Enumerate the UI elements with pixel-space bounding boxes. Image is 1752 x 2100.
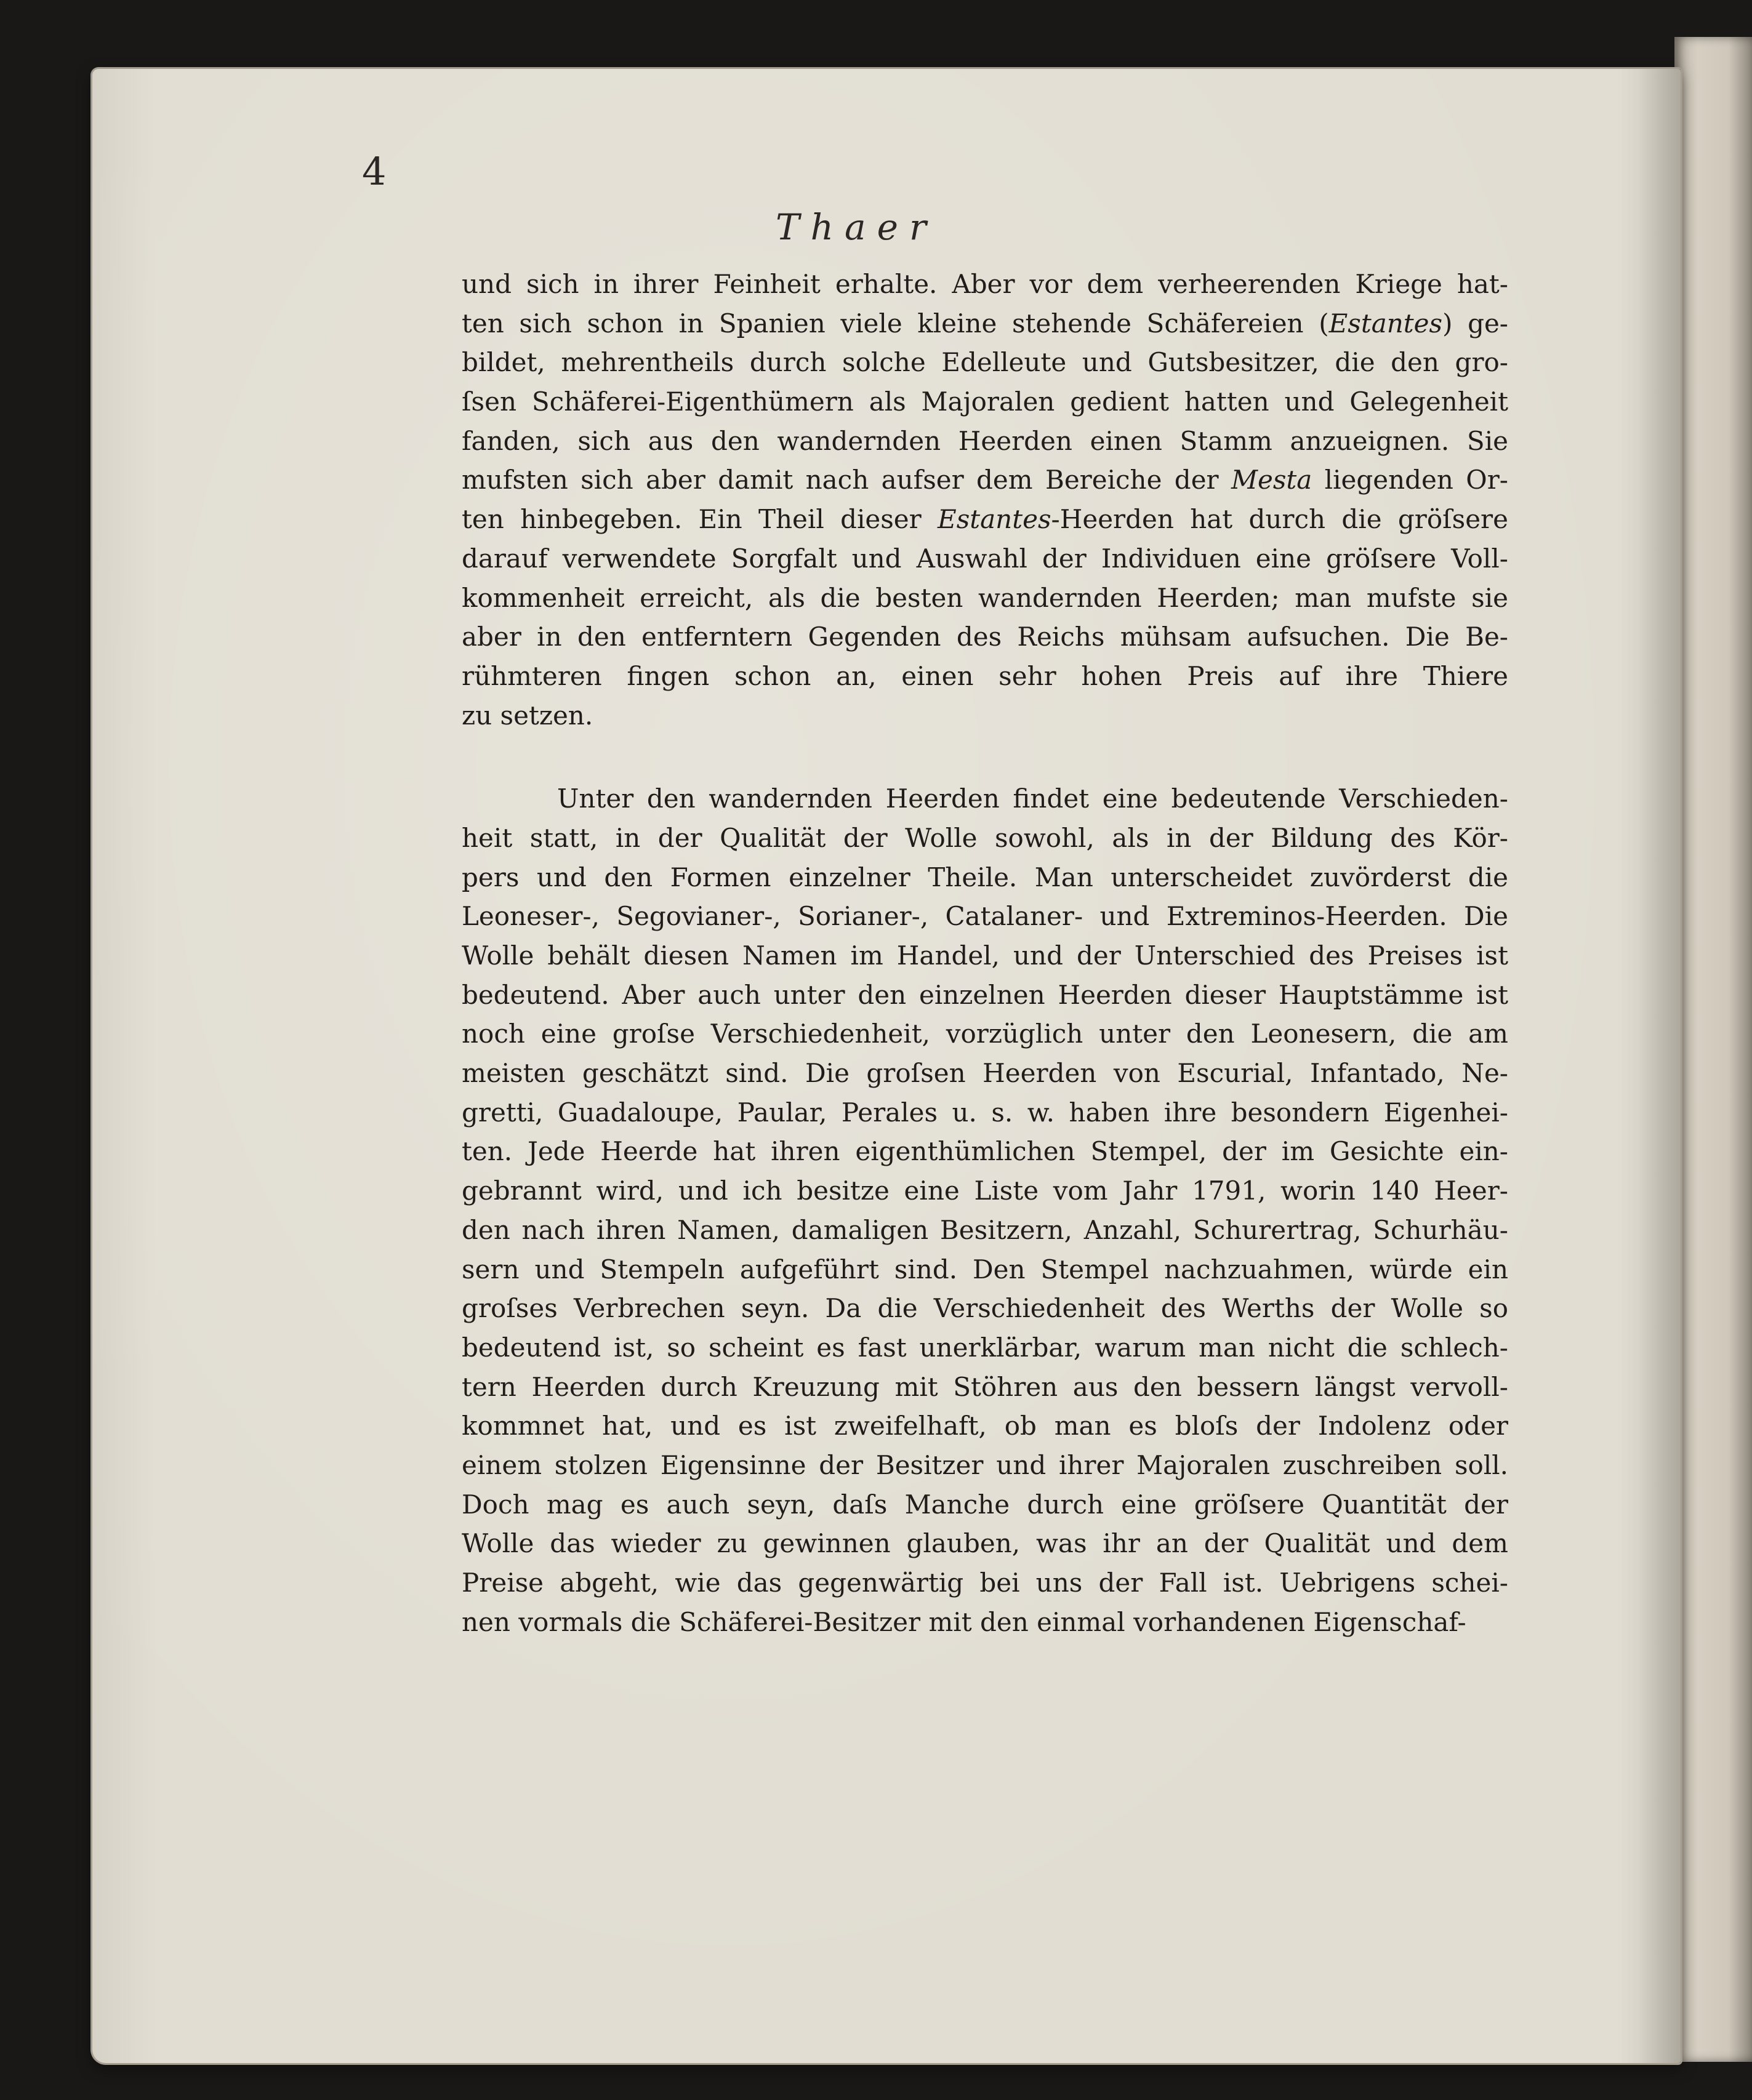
text-line bbox=[462, 343, 1508, 382]
text-line bbox=[462, 1446, 1508, 1485]
text-segment: tern Heerden durch Kreuzung mit Stöhren aus den bessern längst vervoll- bbox=[462, 1371, 1508, 1402]
text-segment: Doch mag es auch seyn, daſs Manche durch eine gröſsere Quantität der bbox=[462, 1489, 1508, 1520]
gutter-shadow bbox=[1637, 69, 1681, 2063]
text-segment: -Heerden hat durch die gröſsere bbox=[1051, 504, 1508, 535]
text-line bbox=[462, 265, 1508, 304]
text-segment: groſses Verbrechen seyn. Da die Verschiedenheit des Werths der Wolle so bbox=[462, 1293, 1508, 1324]
italic-term: Estantes bbox=[938, 504, 1051, 535]
text-line bbox=[462, 657, 1508, 696]
text-line bbox=[462, 460, 1508, 500]
text-segment: nen vormals die Schäferei-Besitzer mit den einmal vorhandenen Eigenschaf- bbox=[462, 1606, 1466, 1637]
text-segment: darauf verwendete Sorgfalt und Auswahl der Individuen eine gröſsere Voll- bbox=[462, 543, 1508, 574]
text-line bbox=[462, 579, 1508, 618]
text-segment: pers und den Formen einzelner Theile. Man unterscheidet zuvörderst die bbox=[462, 862, 1508, 892]
text-segment: ten. Jede Heerde hat ihren eigenthümlichen Stempel, der im Gesichte ein- bbox=[462, 1136, 1508, 1167]
text-segment: liegenden Or- bbox=[1312, 465, 1508, 495]
text-line bbox=[462, 617, 1508, 657]
text-line bbox=[462, 1093, 1508, 1132]
italic-term: Mesta bbox=[1231, 465, 1312, 495]
text-line bbox=[462, 1328, 1508, 1368]
text-line bbox=[462, 779, 1508, 819]
text-line bbox=[462, 1014, 1508, 1054]
text-segment: noch eine groſse Verschiedenheit, vorzüglich unter den Leonesern, die am bbox=[462, 1019, 1508, 1049]
text-segment: mufsten sich aber damit nach aufser dem Bereiche der bbox=[462, 465, 1231, 495]
text-line bbox=[462, 1132, 1508, 1171]
text-line bbox=[462, 976, 1508, 1015]
text-segment: kommnet hat, und es ist zweifelhaft, ob man es bloſs der Indolenz oder bbox=[462, 1411, 1508, 1441]
text-segment: bildet, mehrentheils durch solche Edelleute und Gutsbesitzer, die den gro- bbox=[462, 347, 1508, 378]
page-number: 4 bbox=[362, 149, 387, 194]
text-line bbox=[462, 382, 1508, 422]
text-line bbox=[462, 1406, 1508, 1446]
text-segment: aber in den entferntern Gegenden des Reichs mühsam aufsuchen. Die Be- bbox=[462, 622, 1508, 652]
text-line bbox=[462, 1054, 1508, 1093]
text-segment: sern und Stempeln aufgeführt sind. Den Stempel nachzuahmen, würde ein bbox=[462, 1254, 1508, 1284]
paragraph-gap bbox=[462, 735, 1508, 779]
adjacent-page-edge bbox=[1674, 37, 1752, 2062]
text-line bbox=[462, 304, 1508, 343]
text-line bbox=[462, 539, 1508, 579]
text-line bbox=[462, 858, 1508, 897]
text-segment: heit statt, in der Qualität der Wolle sowohl, als in der Bildung des Kör- bbox=[462, 822, 1508, 853]
text-segment: ten sich schon in Spanien viele kleine stehende Schäfereien ( bbox=[462, 308, 1329, 339]
text-segment: Wolle das wieder zu gewinnen glauben, was ihr an der Qualität und dem bbox=[462, 1528, 1508, 1559]
text-segment: Leoneser-, Segovianer-, Sorianer-, Catalaner- und Extreminos-Heerden. Die bbox=[462, 901, 1508, 932]
text-line bbox=[462, 1485, 1508, 1525]
text-segment: bedeutend. Aber auch unter den einzelnen Heerden dieser Hauptstämme ist bbox=[462, 979, 1508, 1010]
text-segment: ten hinbegeben. Ein Theil dieser bbox=[462, 504, 938, 535]
text-segment: einem stolzen Eigensinne der Besitzer und ihrer Majoralen zuschreiben soll. bbox=[462, 1449, 1508, 1480]
paragraph-2 bbox=[462, 779, 1508, 1641]
text-line bbox=[462, 696, 1508, 735]
paragraph-1 bbox=[462, 265, 1508, 735]
text-line bbox=[462, 1563, 1508, 1603]
text-segment: den nach ihren Namen, damaligen Besitzern, Anzahl, Schurertrag, Schurhäu- bbox=[462, 1214, 1508, 1245]
text-line bbox=[462, 936, 1508, 976]
italic-term: Estantes bbox=[1328, 308, 1443, 339]
text-segment: meisten geschätzt sind. Die groſsen Heerden von Escurial, Infantado, Ne- bbox=[462, 1058, 1508, 1089]
running-head: Thaer bbox=[776, 206, 938, 248]
text-line bbox=[462, 1211, 1508, 1250]
text-line bbox=[462, 500, 1508, 539]
text-line bbox=[462, 1603, 1508, 1642]
text-line bbox=[462, 422, 1508, 461]
text-segment: Wolle behält diesen Namen im Handel, und der Unterschied des Preises ist bbox=[462, 940, 1508, 971]
body-text bbox=[462, 265, 1508, 1641]
text-segment: fanden, sich aus den wandernden Heerden einen Stamm anzueignen. Sie bbox=[462, 425, 1508, 456]
text-segment: rühmteren fingen schon an, einen sehr hohen Preis auf ihre Thiere bbox=[462, 660, 1508, 691]
text-segment: kommenheit erreicht, als die besten wandernden Heerden; man mufste sie bbox=[462, 582, 1508, 613]
text-segment: ) ge- bbox=[1442, 308, 1508, 339]
text-segment: Unter den wandernden Heerden findet eine bedeutende Verschieden- bbox=[557, 783, 1508, 814]
text-segment: Preise abgeht, wie das gegenwärtig bei uns der Fall ist. Uebrigens schei- bbox=[462, 1568, 1508, 1598]
text-segment: gebrannt wird, und ich besitze eine Liste vom Jahr 1791, worin 140 Heer- bbox=[462, 1176, 1508, 1206]
text-line bbox=[462, 897, 1508, 936]
text-segment: ſsen Schäferei-Eigenthümern als Majoralen gedient hatten und Gelegenheit bbox=[462, 387, 1508, 417]
text-line bbox=[462, 1368, 1508, 1407]
text-segment: bedeutend ist, so scheint es fast unerklärbar, warum man nicht die schlech- bbox=[462, 1332, 1508, 1363]
text-line bbox=[462, 1250, 1508, 1289]
text-segment: gretti, Guadaloupe, Paular, Perales u. s. w. haben ihre besondern Eigenhei- bbox=[462, 1097, 1508, 1128]
text-line bbox=[462, 1289, 1508, 1328]
text-segment: zu setzen. bbox=[462, 700, 593, 731]
text-line bbox=[462, 819, 1508, 858]
text-segment: und sich in ihrer Feinheit erhalte. Aber vor dem verheerenden Kriege hat- bbox=[462, 269, 1508, 299]
text-line bbox=[462, 1171, 1508, 1211]
text-line bbox=[462, 1524, 1508, 1563]
